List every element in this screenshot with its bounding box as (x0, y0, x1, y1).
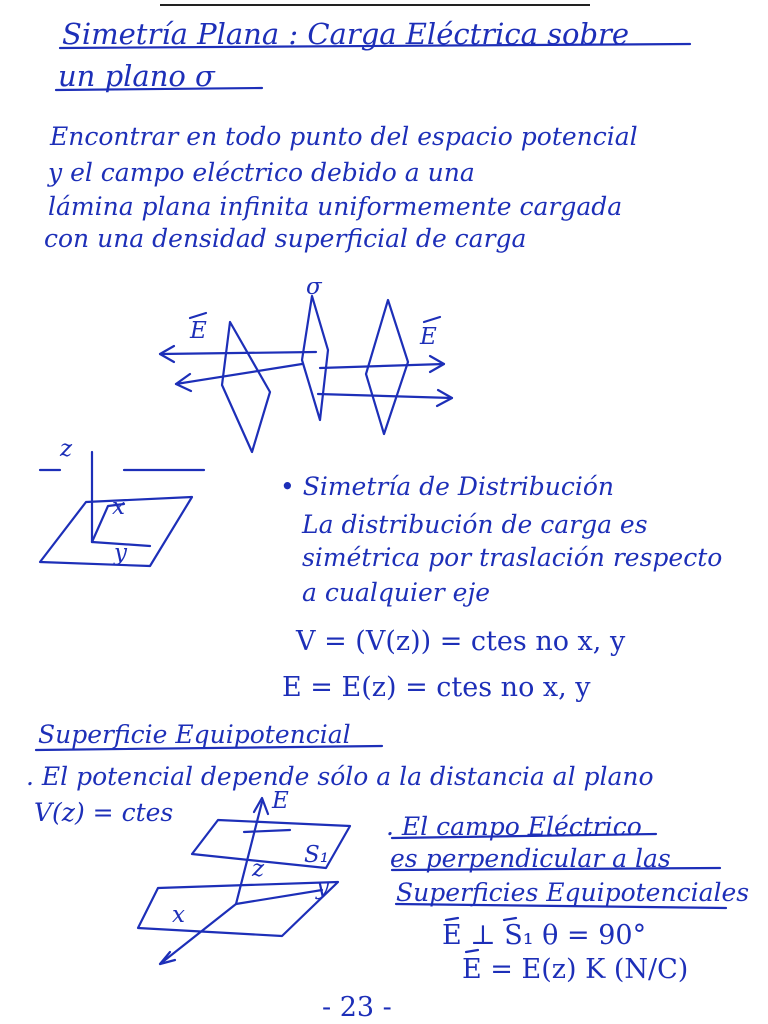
field-arrow-left-upper (160, 352, 316, 354)
title-line-1: Simetría Plana : Carga Eléctrica sobre (62, 17, 630, 51)
lower-plane (138, 882, 338, 936)
field-note-line-1: . El campo Eléctrico (386, 812, 642, 841)
field-arrow-right-lower (318, 394, 452, 398)
s1-label: S₁ (304, 842, 329, 868)
title-underline-1 (60, 44, 690, 48)
title-line-2: un plano σ (58, 59, 215, 93)
vector-bar-right (424, 317, 440, 322)
distribution-line-2: simétrica por traslación respecto (302, 543, 723, 572)
equipotential-heading: Superficie Equipotencial (38, 720, 351, 749)
z-label: z (60, 436, 73, 462)
y-label-3: y (316, 874, 329, 900)
x-label: x (112, 494, 125, 520)
page-number: - 23 - (322, 992, 392, 1023)
sigma-label: σ (306, 274, 322, 300)
z-label-3: z (252, 856, 265, 882)
y-label: y (114, 540, 127, 566)
perpendicular-equation: E ⊥ S₁ θ = 90° (442, 920, 647, 951)
distribution-line-3: a cualquier eje (302, 578, 490, 607)
equipotential-line-2: V(z) = ctes (34, 798, 174, 827)
e-label-3: E (272, 788, 289, 814)
field-arrow-left-lower (176, 364, 302, 384)
field-note-line-2: es perpendicular a las (390, 844, 671, 873)
s1-normal (244, 830, 290, 832)
title-underline-2 (56, 88, 262, 90)
plane-left (222, 322, 270, 452)
e-label-right: E (420, 324, 437, 350)
potential-equation: V = (V(z)) = ctes no x, y (296, 626, 626, 657)
distribution-line-1: La distribución de carga es (302, 510, 648, 539)
statement-line-4: con una densidad superficial de carga (44, 224, 527, 253)
distribution-heading: • Simetría de Distribución (280, 472, 615, 501)
field-arrow-right-upper (320, 364, 444, 368)
field-equation: E = E(z) = ctes no x, y (282, 672, 591, 703)
equipotential-line-1: . El potencial depende sólo a la distancia al plano (26, 762, 654, 791)
e-label-left: E (190, 318, 207, 344)
statement-line-1: Encontrar en todo punto del espacio potencial (50, 122, 638, 151)
statement-line-2: y el campo eléctrico debido a una (48, 158, 475, 187)
field-note-line-3: Superficies Equipotenciales (396, 878, 750, 907)
statement-line-3: lámina plana infinita uniformemente cargada (48, 192, 623, 221)
x-label-3: x (172, 902, 185, 928)
plane-center (302, 296, 328, 420)
z-axis-3 (236, 802, 265, 904)
y-axis-3 (236, 890, 322, 904)
field-vector-equation: E = E(z) K (N/C) (462, 954, 689, 985)
